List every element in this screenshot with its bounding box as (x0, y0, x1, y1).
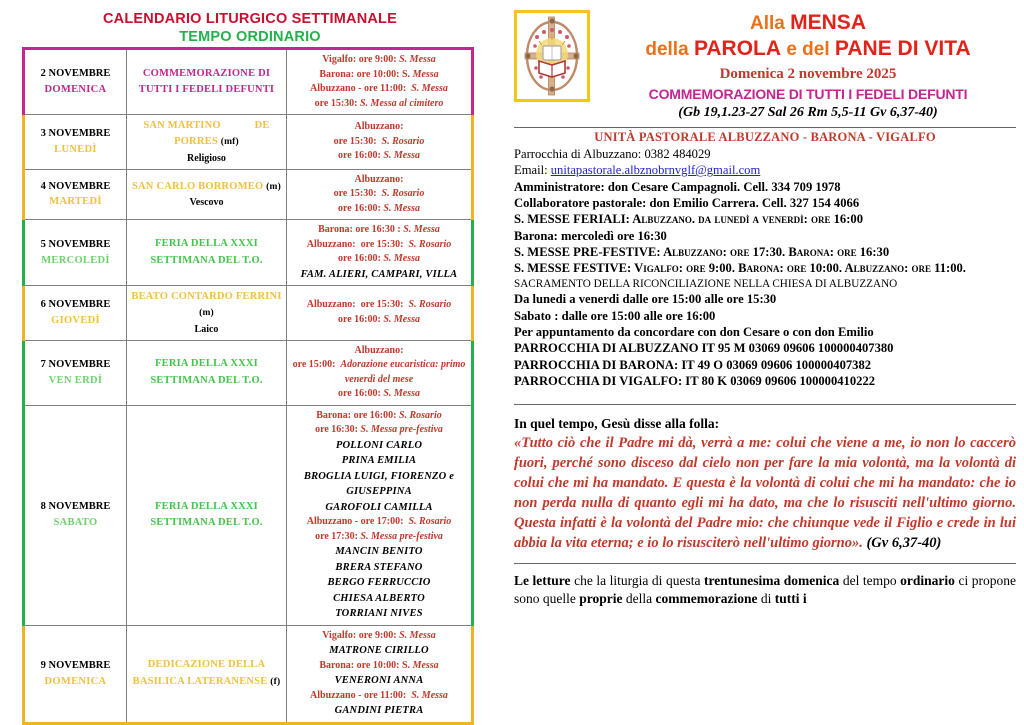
day-weekday: LUNEDÌ (54, 143, 97, 155)
divider-bottom (514, 563, 1016, 564)
schedule-text: Barona: ore 16:30 : S. Messa Albuzzano: ore 15:30: S. Rosario ore 16:00: S. Messa FAM. ALIERI, CAMPARI, VILLA (300, 224, 458, 280)
bulletin-commemoration: COMMEMORAZIONE DI TUTTI I FEDELI DEFUNTI (648, 85, 968, 102)
calendar-row (24, 286, 473, 341)
calendar-feast-cell (127, 286, 287, 341)
parish-emblem-icon (514, 10, 590, 102)
calendar-title: CALENDARIO LITURGICO SETTIMANALE (103, 11, 397, 27)
calendar-row (24, 405, 473, 625)
contact-line: Collaboratore pastorale: don Emilio Carrera. Cell. 327 154 4066 (514, 196, 860, 210)
feast-subtitle: Vescovo (189, 196, 224, 208)
day-date: 7 NOVEMBRE (40, 358, 111, 370)
feast-name: SAN MARTINO DE PORRES (mf) (143, 120, 270, 148)
feast-subtitle: Laico (194, 323, 219, 335)
schedule-text: Albuzzano: ore 15:30: S. Rosario ore 16:00: S. Messa (333, 121, 425, 162)
closing-paragraph: Le letture che la liturgia di questa trentunesima domenica del tempo ordinario ci propone sono quelle proprie della commemorazione di tutti i (514, 572, 1017, 607)
feast-subtitle: Religioso (187, 152, 226, 164)
feast-name: FERIA DELLA XXXI SETTIMANA DEL T.O. (150, 500, 263, 529)
day-date: 9 NOVEMBRE (40, 659, 111, 671)
day-date: 4 NOVEMBRE (40, 180, 111, 192)
contact-line: Sabato : dalle ore 15:00 alle ore 16:00 (514, 308, 716, 323)
bulletin-date: Domenica 2 novembre 2025 (719, 66, 897, 83)
day-date: 8 NOVEMBRE (40, 501, 111, 513)
calendar-feast-cell (127, 115, 287, 170)
feast-name: COMMEMORAZIONE DI TUTTI I FEDELI DEFUNTI (138, 67, 275, 95)
parish-contact-info (514, 146, 1016, 390)
calendar-subtitle: TEMPO ORDINARIO (179, 29, 321, 46)
calendar-day-cell (24, 169, 127, 220)
calendar-schedule-cell (287, 286, 473, 341)
contact-line: Parrocchia di Albuzzano: 0382 484029 (514, 146, 711, 161)
divider-middle (514, 404, 1016, 405)
calendar-feast-cell (127, 405, 287, 625)
contact-line: S. MESSE FESTIVE: Vigalfo: ore 9:00. Barona: ore 10:00. Albuzzano: ore 11:00. (514, 261, 966, 276)
calendar-schedule-cell (287, 340, 473, 405)
contact-line: Email: unitapastorale.albznobrnvglf@gmail.com (514, 163, 761, 178)
calendar-day-cell (24, 115, 127, 170)
schedule-text: Albuzzano: ore 15:30: S. Rosario ore 16:00: S. Messa (306, 299, 452, 325)
schedule-text: Barona: ore 16:00: S. Rosario ore 16:30: S. Messa pre-festiva POLLONI CARLO PRINA EMILIA BROGLIA LUIGI, FIORENZO e GIUSEPPINA GAROFOLI CAMILLA Albuzzano - ore 17:00: S. Rosario ore 17:30: S. Messa pre-festiva MANCIN BENITO BRERA STEFANO BERGO FERRUCCIO CHIESA ALBERTO TORRIANI NIVES (303, 409, 455, 620)
day-weekday: MERCOLEDÌ (41, 254, 110, 266)
bulletin-header (514, 6, 1016, 122)
feast-name: SAN CARLO BORROMEO (m) (131, 180, 282, 192)
calendar-schedule-cell (287, 169, 473, 220)
calendar-day-cell (24, 49, 127, 115)
calendar-schedule-cell (287, 115, 473, 170)
calendar-feast-cell (127, 169, 287, 220)
day-weekday: SABATO (53, 517, 98, 529)
day-weekday: DOMENICA (44, 675, 107, 687)
feast-name: FERIA DELLA XXXI SETTIMANA DEL T.O. (150, 238, 263, 266)
day-date: 2 NOVEMBRE (40, 68, 111, 80)
calendar-day-cell (24, 340, 127, 405)
bulletin-readings-refs: (Gb 19,1.23-27 Sal 26 Rm 5,5-11 Gv 6,37-40) (678, 104, 938, 120)
title-parola: PAROLA (693, 36, 782, 60)
gospel-text (514, 433, 1016, 553)
gospel-intro: In quel tempo, Gesù disse alla folla: (514, 415, 720, 431)
bulletin-title-block (600, 6, 1016, 122)
calendar-schedule-cell (287, 625, 473, 723)
title-edel: e del (786, 38, 830, 60)
day-weekday: MARTEDÌ (49, 196, 102, 208)
contact-line: PARROCCHIA DI BARONA: IT 49 O 03069 09606 100000407382 (514, 357, 872, 372)
calendar-row (24, 49, 473, 115)
calendar-schedule-cell (287, 49, 473, 115)
contact-line: PARROCCHIA DI VIGALFO: IT 80 K 03069 09606 100000410222 (514, 374, 876, 389)
calendar-row (24, 169, 473, 220)
schedule-text: Vigalfo: ore 9:00: S. Messa Barona: ore 10:00: S. Messa Albuzzano - ore 11:00: S. Messa ore 15:30: S. Messa al cimitero (310, 54, 448, 109)
day-weekday: DOMENICA (44, 84, 107, 95)
title-della: della (645, 38, 689, 60)
day-date: 5 NOVEMBRE (40, 238, 111, 250)
email-link[interactable]: unitapastorale.albznobrnvglf@gmail.com (550, 163, 761, 178)
calendar-day-cell (24, 220, 127, 286)
calendar-feast-cell (127, 340, 287, 405)
schedule-text: Albuzzano: ore 15:00: Adorazione eucaristica: primo venerdì del mese ore 16:00: S. Messa (292, 344, 466, 400)
day-weekday: VEN ERDÌ (48, 374, 103, 386)
title-pane-di-vita: PANE DI VITA (834, 36, 971, 60)
feast-name: BEATO CONTARDO FERRINI (m) (131, 291, 282, 319)
calendar-panel (0, 0, 500, 717)
calendar-feast-cell (127, 625, 287, 723)
bulletin-panel (500, 0, 1024, 713)
contact-line: Amministratore: don Cesare Campagnoli. Cell. 334 709 1978 (514, 179, 841, 194)
gospel-reference: (Gv 6,37-40) (866, 534, 942, 551)
gospel-body: «Tutto ciò che il Padre mi dà, verrà a me: colui che viene a me, io non lo caccerò fuori, perché sono disceso dal cielo non per fare la mia volontà, ma la volontà di colui che mi ha mandato. E questa è la volontà di colui che mi ha mandato: che io non perda nulla di quanto egli mi ha dato, ma che lo risusciti nell'ultimo giorno. Questa infatti è la volontà del Padre mio: che chiunque vede il Figlio e crede in lui abbia la vita eterna; e io lo risusciterò nell'ultimo giorno». (514, 434, 1016, 551)
day-date: 3 NOVEMBRE (40, 128, 111, 140)
calendar-feast-cell (127, 220, 287, 286)
day-date: 6 NOVEMBRE (40, 299, 111, 311)
divider-top (514, 127, 1016, 128)
contact-line: S. MESSE PRE-FESTIVE: Albuzzano: ore 17:30. Barona: ore 16:30 (514, 245, 890, 260)
feast-name: DEDICAZIONE DELLA BASILICA LATERANENSE (f) (132, 659, 281, 687)
title-mensa: MENSA (790, 11, 866, 34)
contact-line: Barona: mercoledì ore 16:30 (514, 228, 667, 243)
schedule-text: Vigalfo: ore 9:00: S. Messa MATRONE CIRILLO Barona: ore 10:00: S. Messa VENERONI ANNA Albuzzano - ore 11:00: S. Messa GANDINI PIETRA (310, 629, 448, 717)
calendar-day-cell (24, 405, 127, 625)
contact-line: SACRAMENTO DELLA RICONCILIAZIONE NELLA CHIESA DI ALBUZZANO (514, 277, 898, 290)
calendar-schedule-cell (287, 220, 473, 286)
calendar-row (24, 220, 473, 286)
day-weekday: GIOVEDÌ (51, 314, 100, 326)
unita-pastorale-heading: UNITÀ PASTORALE ALBUZZANO - BARONA - VIGALFO (594, 129, 936, 144)
calendar-feast-cell (127, 49, 287, 115)
contact-line: PARROCCHIA DI ALBUZZANO IT 95 M 03069 09606 100000407380 (514, 341, 894, 356)
title-line-2 (600, 36, 1016, 62)
calendar-day-cell (24, 286, 127, 341)
calendar-row (24, 340, 473, 405)
title-line-1 (600, 10, 1016, 36)
calendar-day-cell (24, 625, 127, 723)
calendar-row (24, 625, 473, 723)
title-alla: Alla (750, 13, 785, 34)
contact-line: Per appuntamento da concordare con don Cesare o con don Emilio (514, 325, 874, 340)
liturgical-calendar-table (22, 47, 474, 725)
feast-name: FERIA DELLA XXXI SETTIMANA DEL T.O. (150, 358, 263, 386)
contact-line: S. MESSE FERIALI: Albuzzano. da lunedì a venerdì: ore 16:00 (514, 212, 864, 227)
contact-line: Da lunedi a venerdi dalle ore 15:00 alle ore 15:30 (514, 292, 777, 307)
calendar-schedule-cell (287, 405, 473, 625)
schedule-text: Albuzzano: ore 15:30: S. Rosario ore 16:00: S. Messa (333, 173, 425, 214)
calendar-row (24, 115, 473, 170)
